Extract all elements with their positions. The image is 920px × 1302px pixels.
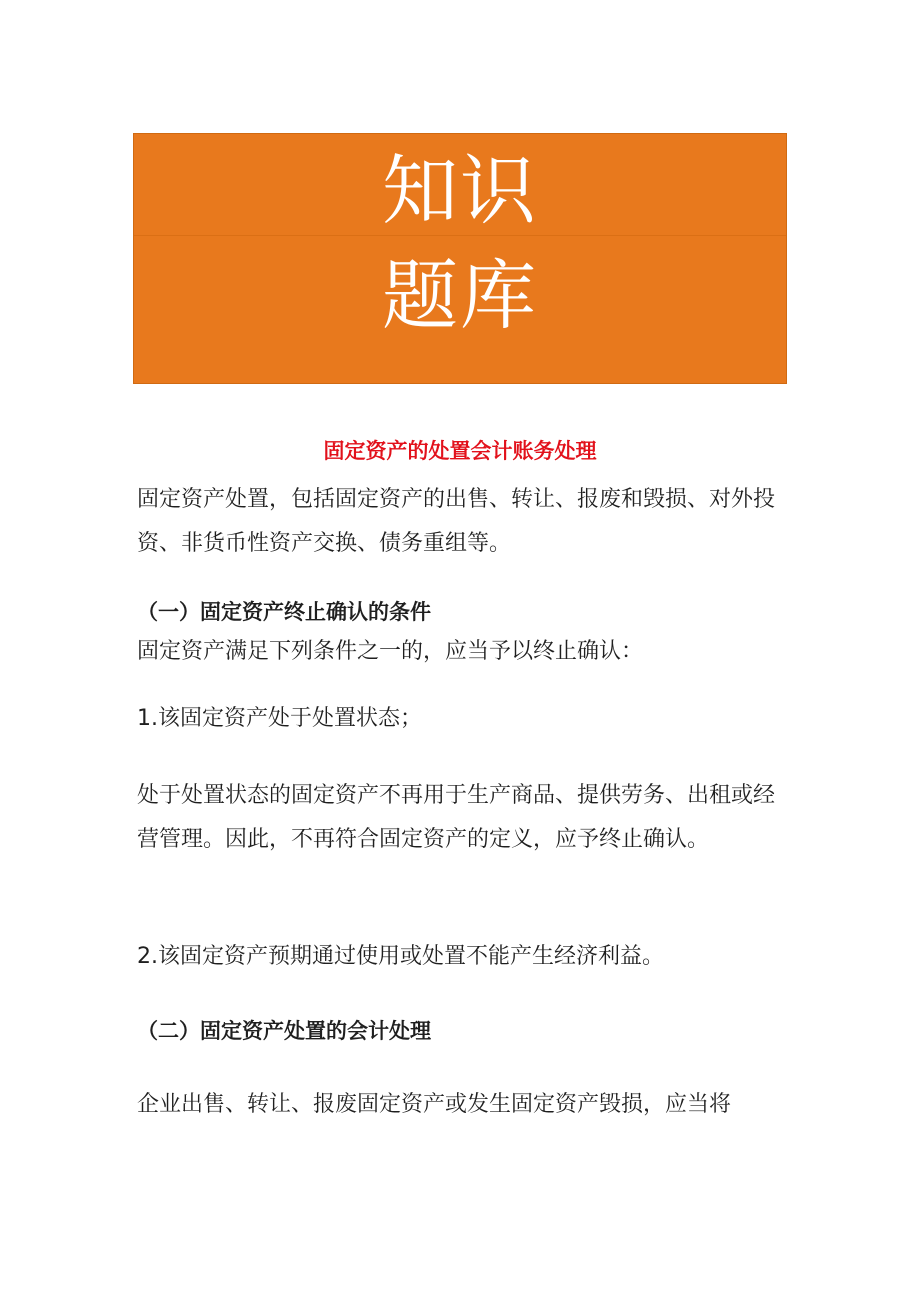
section-1-lead: 固定资产满足下列条件之一的，应当予以终止确认： bbox=[137, 639, 644, 664]
banner-divider bbox=[134, 235, 786, 236]
knowledge-bank-banner bbox=[133, 133, 787, 384]
section-1-heading: （一）固定资产终止确认的条件 bbox=[137, 600, 431, 624]
intro-paragraph: 固定资产处置，包括固定资产的出售、转让、报废和毁损、对外投资、非货币性资产交换、债务重组等。 bbox=[137, 487, 776, 556]
section-2-heading: （二）固定资产处置的会计处理 bbox=[137, 1019, 431, 1043]
document-title: 固定资产的处置会计账务处理 bbox=[323, 439, 597, 463]
banner-title-line-2: 题库 bbox=[382, 251, 538, 340]
section-2-paragraph: 企业出售、转让、报废固定资产或发生固定资产毁损，应当将 bbox=[137, 1092, 732, 1117]
condition-2: 2.该固定资产预期通过使用或处置不能产生经济利益。 bbox=[137, 944, 664, 969]
condition-1-detail: 处于处置状态的固定资产不再用于生产商品、提供劳务、出租或经营管理。因此，不再符合固定资产的定义，应予终止确认。 bbox=[137, 783, 776, 852]
condition-1: 1.该固定资产处于处置状态； bbox=[137, 706, 422, 731]
banner-title-line-1: 知识 bbox=[382, 146, 538, 235]
